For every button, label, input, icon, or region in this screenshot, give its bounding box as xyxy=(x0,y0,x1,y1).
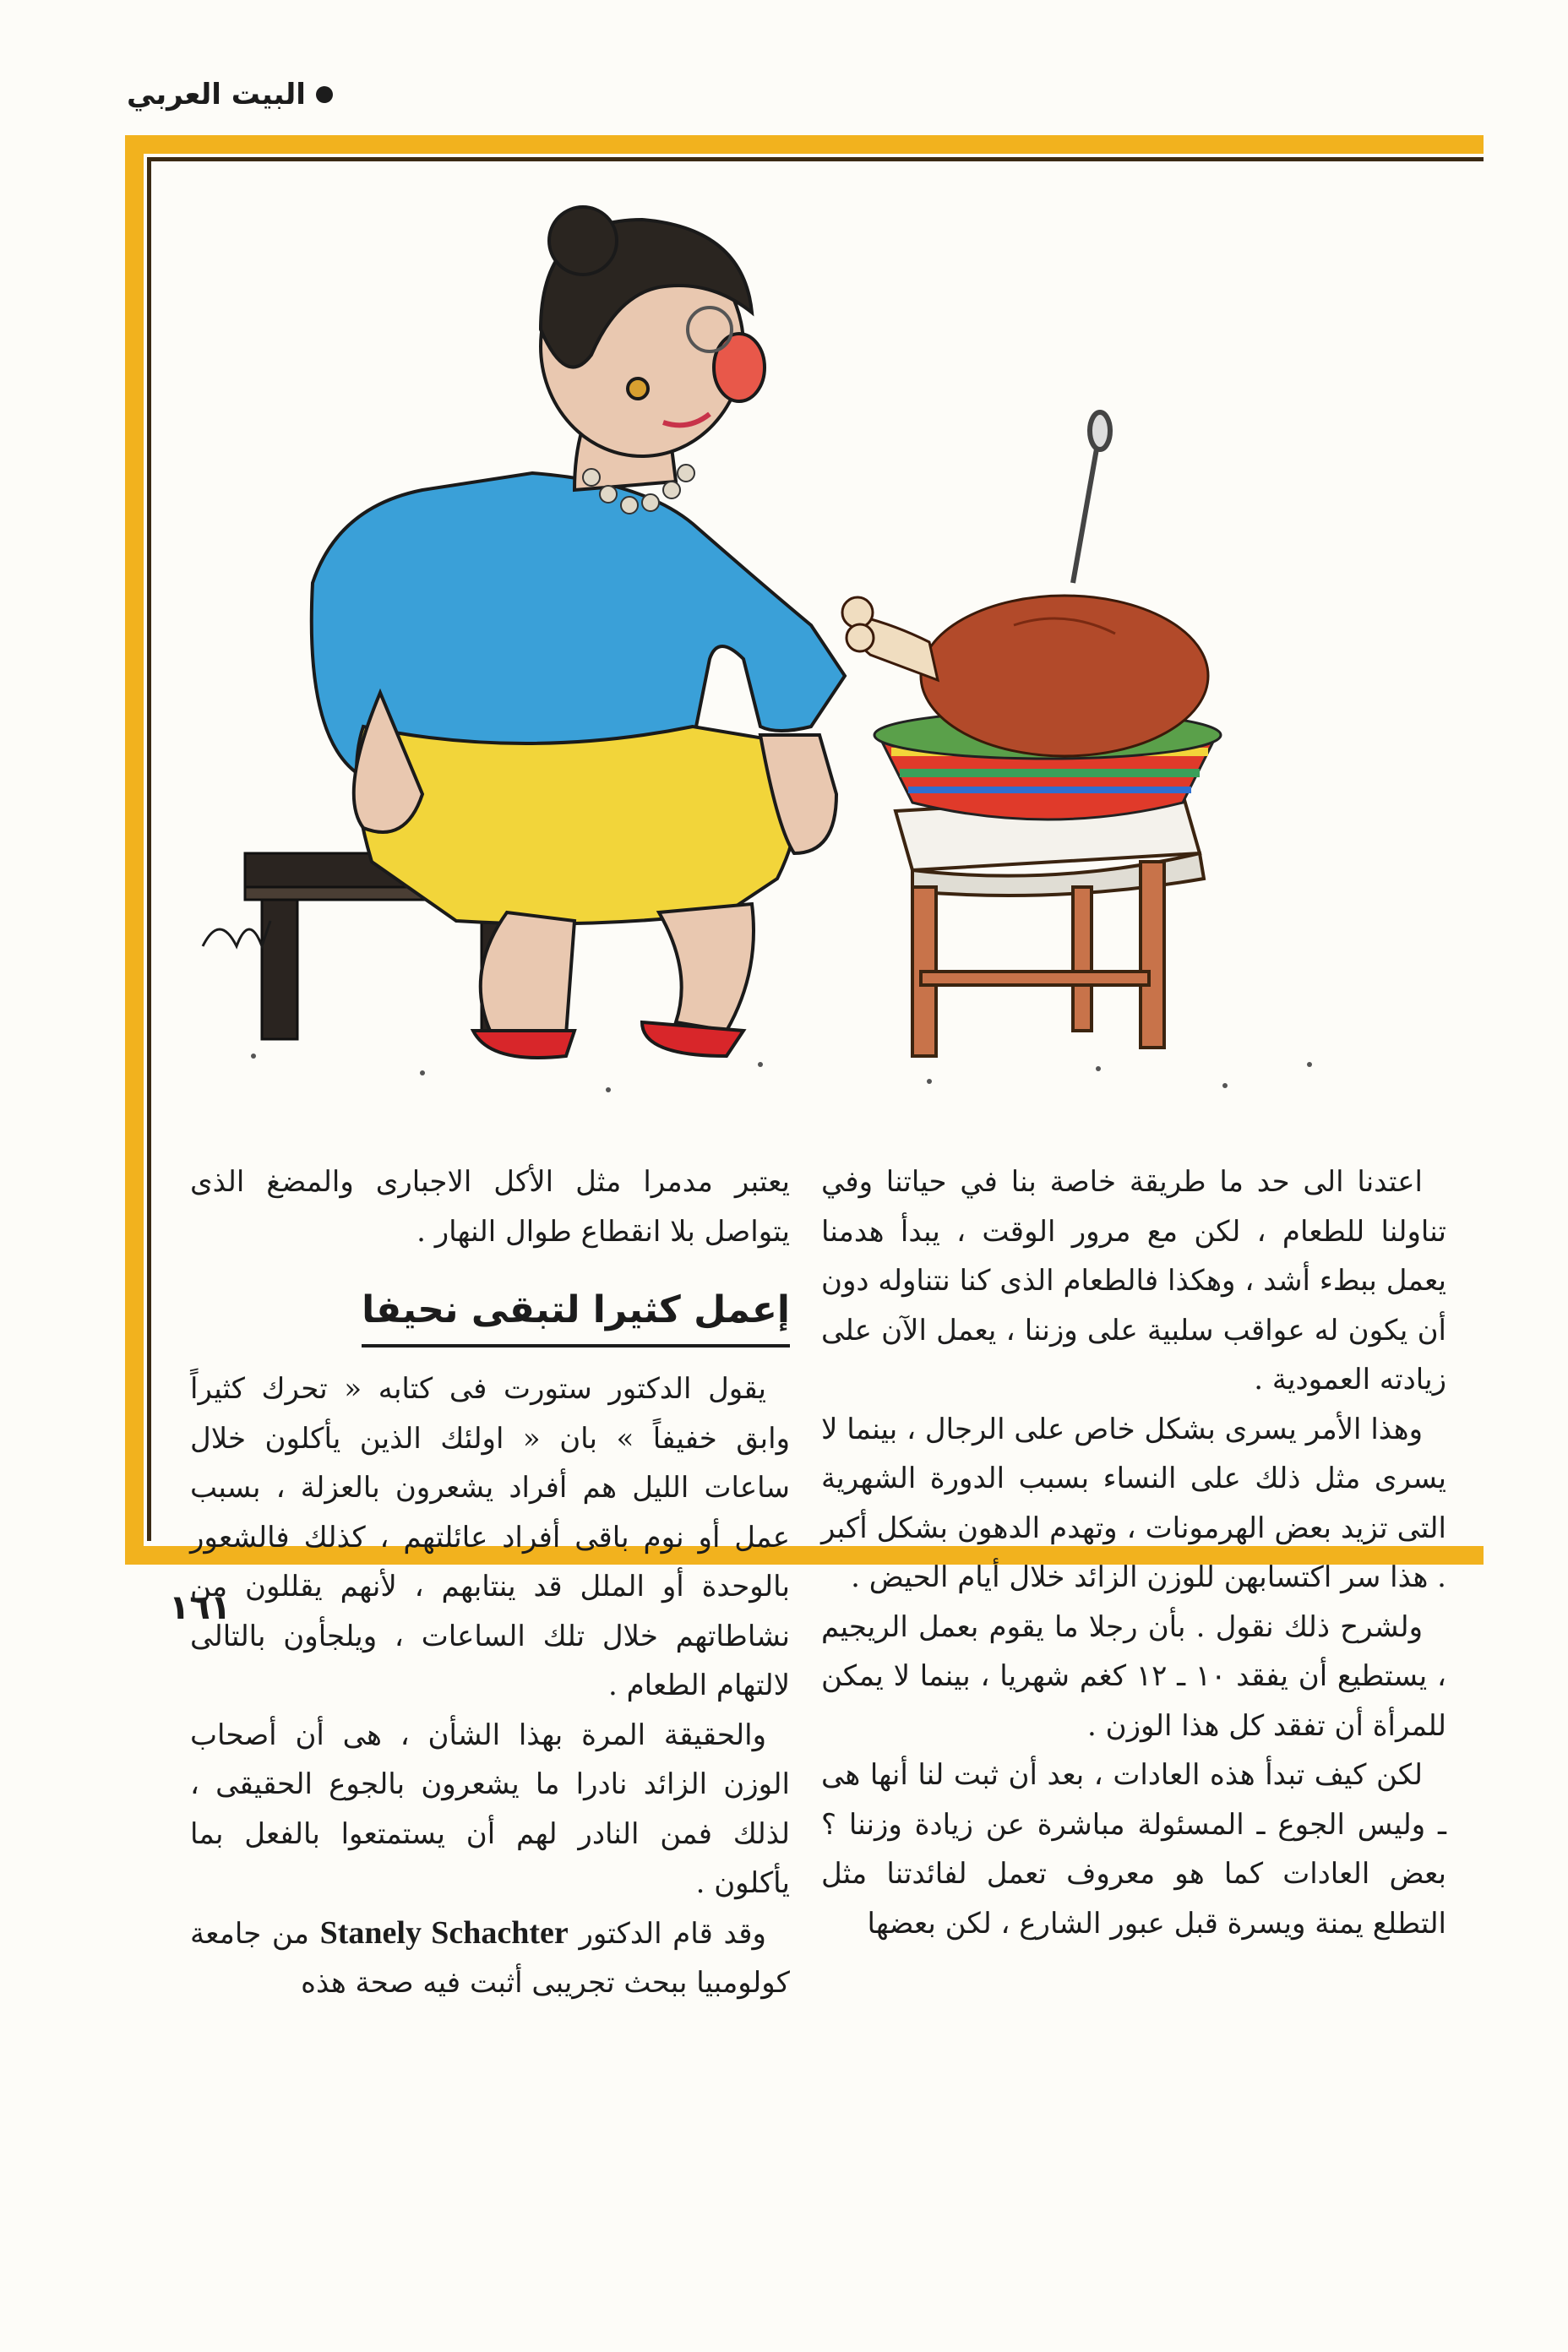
frame-inner-line xyxy=(150,157,1484,161)
side-table xyxy=(896,794,1204,1056)
paragraph: ولشرح ذلك نقول . بأن رجلا ما يقوم بعمل الريجيم ، يستطيع أن يفقد ١٠ ـ ١٢ كغم شهريا ، بينما لا يمكن للمرأة أن تفقد كل هذا الوزن . xyxy=(821,1609,1446,1743)
cartoon-illustration xyxy=(169,186,1470,1132)
paragraph: اعتدنا الى حد ما طريقة خاصة بنا في حياتنا وفي تناولنا للطعام ، لكن مع مرور الوقت ، يبدأ هدمنا يعمل ببطء أشد ، وهكذا فالطعام الذى كنا نتناوله دون أن يكون له عواقب سلبية على وزننا ، يعمل الآن على زيادته العمودية . xyxy=(821,1165,1446,1396)
intro-paragraph: يعتبر مدمرا مثل الأكل الاجبارى والمضغ الذى يتواصل بلا انقطاع طوال النهار . xyxy=(190,1165,790,1249)
paragraph-end: من جامعة كولومبيا ببحث تجريبى أثبت فيه صحة هذه xyxy=(190,1916,790,2000)
paragraph: وهذا الأمر يسرى بشكل خاص على الرجال ، بينما لا يسرى مثل ذلك على النساء بسبب الدورة الشهرية التى تزيد بعض الهرمونات ، وتهدم الدهون بشكل أكبر . هذا سر اكتسابهن للوزن الزائد خلال أيام الحيض . xyxy=(821,1412,1446,1594)
paragraph-start: وقد قام الدكتور xyxy=(579,1916,766,1951)
paragraph: يقول الدكتور ستورت فى كتابه « تحرك كثيراً وابق خفيفاً » بان « اولئك الذين يأكلون خلال ساعات الليل هم أفراد يشعرون بالعزلة ، بسبب عمل أو نوم باقى أفراد عائلتهم ، كذلك فالشعور بالوحدة أو الملل قد ينتابهم ، لأنهم يقللون من نشاطاتهم خلال تلك الساعات ، ويلجأون بالتالى لالتهام الطعام . xyxy=(190,1372,790,1702)
scientist-name: Stanely Schachter xyxy=(319,1914,569,1951)
running-header xyxy=(127,78,333,112)
bullet-icon xyxy=(316,86,333,103)
artist-signature-icon xyxy=(203,921,270,946)
paragraph: لكن كيف تبدأ هذه العادات ، بعد أن ثبت لنا أنها هى ـ وليس الجوع ـ المسئولة مباشرة عن زيادة وزننا ؟ بعض العادات كما هو معروف تعمل لفائدتنا مثل التطلع يمنة ويسرة قبل عبور الشارع ، لكن بعضها xyxy=(821,1758,1446,1941)
right-column xyxy=(821,1157,1446,1948)
frame-left-border xyxy=(125,135,144,1565)
frame-inner-line-left xyxy=(147,157,151,1541)
paragraph-with-name xyxy=(190,1908,790,2008)
page-number: ١٦١ xyxy=(169,1588,231,1627)
floor-dots xyxy=(251,1054,1312,1092)
woman-head xyxy=(541,207,765,490)
frame-top-border xyxy=(125,135,1484,154)
section-heading: إعمل كثيرا لتبقى نحيفا xyxy=(362,1285,790,1348)
woman-figure xyxy=(312,473,845,1058)
left-column xyxy=(190,1157,790,2008)
fork-icon xyxy=(1073,412,1110,583)
paragraph: والحقيقة المرة بهذا الشأن ، هى أن أصحاب الوزن الزائد نادرا ما يشعرون بالجوع الحقيقى ، لذلك فمن النادر لهم أن يستمتعوا بالفعل بما يأكلون . xyxy=(190,1718,790,1900)
magazine-title: البيت العربي xyxy=(127,78,306,112)
